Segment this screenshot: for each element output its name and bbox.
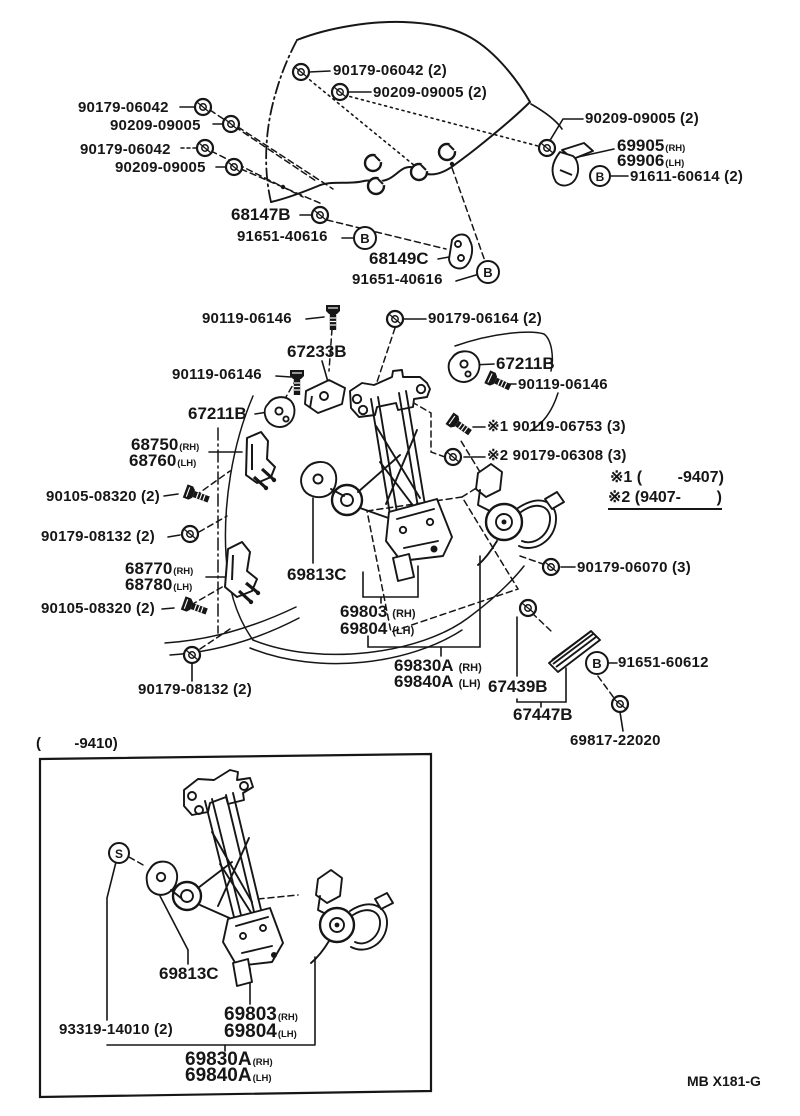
- part-label-69840A-lh-inset: 69840A(LH): [185, 1065, 272, 1086]
- grommet-icon: [445, 449, 461, 465]
- part-label-69905-rh: 69905(RH): [617, 136, 686, 155]
- part-label-90105-08320-a: 90105-08320 (2): [46, 488, 160, 505]
- part-label-90179-08132-a: 90179-08132 (2): [41, 528, 155, 545]
- glass-channel-67211B-left: [265, 397, 295, 427]
- part-label-69817-22020: 69817-22020: [570, 732, 661, 749]
- part-label-69803-rh-main: 69803 (RH): [340, 602, 416, 621]
- part-label-91651-40616-a: 91651-40616: [237, 228, 328, 245]
- inset-motor-assembly: [311, 870, 393, 963]
- part-label-90119-06146-top: 90119-06146: [202, 310, 292, 327]
- part-label-90179-08132-b: 90179-08132 (2): [138, 681, 252, 698]
- grommet-icon: [293, 64, 309, 80]
- grommet-icon: [226, 159, 242, 175]
- inset-regulator-assembly: [147, 770, 283, 986]
- equalizer-bracket-67233B: [305, 380, 345, 413]
- part-label-67447B: 67447B: [513, 705, 573, 724]
- hinge-68750: [246, 432, 276, 490]
- part-label-67233B: 67233B: [287, 342, 347, 361]
- hinge-68770: [225, 542, 260, 604]
- glass-channel-clip-69905: [553, 143, 593, 185]
- part-label-69804-lh-inset: 69804(LH): [224, 1021, 297, 1042]
- part-label-90209-09005-right: 90209-09005 (2): [585, 110, 699, 127]
- circled-b-icon: [354, 227, 376, 249]
- part-label-68780-lh: 68780(LH): [125, 575, 193, 594]
- part-label-90119-06753: ※1 90119-06753 (3): [487, 418, 626, 435]
- part-label-69803-rh-inset: 69803(RH): [224, 1004, 298, 1025]
- grommet-icon: [197, 140, 213, 156]
- glass-clip-ring-icon: [439, 144, 455, 160]
- grommet-icon: [184, 647, 200, 663]
- bolt-icon: [181, 596, 209, 618]
- part-label-69906-lh: 69906(LH): [617, 151, 685, 170]
- circled-s-icon: [109, 843, 129, 863]
- regulator-motor-assembly: [476, 464, 564, 565]
- part-label-90209-09005-left2: 90209-09005: [115, 159, 206, 176]
- grommet-icon: [539, 140, 555, 156]
- part-label-68147B: 68147B: [231, 205, 291, 224]
- circled-b-icon: [477, 261, 499, 283]
- part-label-69804-lh-main: 69804 (LH): [340, 619, 415, 638]
- part-label-90105-08320-b: 90105-08320 (2): [41, 600, 155, 617]
- part-label-91611-60614: 91611-60614 (2): [630, 168, 744, 185]
- svg-text:B: B: [592, 656, 602, 671]
- svg-text:B: B: [595, 170, 605, 184]
- part-label-68760-lh: 68760(LH): [129, 451, 197, 470]
- part-label-69813C-inset: 69813C: [159, 964, 219, 983]
- part-label-90179-06308: ※2 90179-06308 (3): [487, 447, 627, 464]
- part-label-67439B: 67439B: [488, 677, 548, 696]
- grommet-icon: [223, 116, 239, 132]
- glass-clip-ring-icon: [411, 164, 427, 180]
- figure-code: MB X181-G: [687, 1073, 761, 1089]
- part-label-90179-06070: 90179-06070 (3): [577, 559, 691, 576]
- grommet-icon: [387, 311, 403, 327]
- circled-b-icon: [590, 166, 610, 186]
- part-label-68750-rh: 68750(RH): [131, 435, 200, 454]
- applicability-note-1: ※1 ( -9407): [610, 469, 724, 486]
- part-label-93319-14010: 93319-14010 (2): [59, 1021, 173, 1038]
- svg-text:S: S: [114, 847, 124, 861]
- grommet-icon: [182, 526, 198, 542]
- circled-b-icon: [586, 652, 608, 674]
- part-label-69840A-lh-main: 69840A (LH): [394, 672, 481, 691]
- part-label-69830A-rh-main: 69830A (RH): [394, 656, 482, 675]
- part-label-68770-rh: 68770(RH): [125, 559, 194, 578]
- grommet-icon: [312, 207, 328, 223]
- part-label-91651-40616-b: 91651-40616: [352, 271, 443, 288]
- applicability-note-2: ※2 (9407- ): [608, 489, 722, 510]
- glass-bracket-68149C: [449, 234, 472, 268]
- part-label-67211B-right: 67211B: [496, 354, 555, 373]
- part-label-90179-06164: 90179-06164 (2): [428, 310, 542, 327]
- part-label-90179-06042-left1: 90179-06042: [78, 99, 169, 116]
- inset-box-range-note: ( -9410): [36, 735, 118, 752]
- svg-text:B: B: [360, 231, 370, 246]
- part-label-91651-60612: 91651-60612: [618, 654, 709, 671]
- bolt-icon: [326, 305, 340, 330]
- bolt-icon: [446, 413, 475, 439]
- part-label-90119-06146-left: 90119-06146: [172, 366, 262, 383]
- grommet-icon: [612, 696, 628, 712]
- grommet-icon: [332, 84, 348, 100]
- part-label-90179-06042-left2: 90179-06042: [80, 141, 171, 158]
- svg-text:B: B: [483, 265, 493, 280]
- grommet-icon: [543, 559, 559, 575]
- part-label-69813C-main: 69813C: [287, 565, 347, 584]
- bolt-icon: [290, 370, 304, 395]
- bolt-icon: [484, 370, 513, 393]
- part-label-67211B-left: 67211B: [188, 404, 247, 423]
- glass-clip-ring-icon: [368, 178, 384, 194]
- part-label-90209-09005-left1: 90209-09005: [110, 117, 201, 134]
- part-label-90119-06146-right: 90119-06146: [518, 376, 608, 393]
- part-label-90179-06042-top: 90179-06042 (2): [333, 62, 447, 79]
- grommet-icon: [195, 99, 211, 115]
- part-label-90209-09005-top: 90209-09005 (2): [373, 84, 487, 101]
- glass-channel-67211B-right: [449, 351, 480, 382]
- part-label-68149C: 68149C: [369, 249, 429, 268]
- grommet-icon: [520, 600, 536, 616]
- part-label-69830A-rh-inset: 69830A(RH): [185, 1049, 273, 1070]
- glass-clip-ring-icon: [365, 155, 381, 171]
